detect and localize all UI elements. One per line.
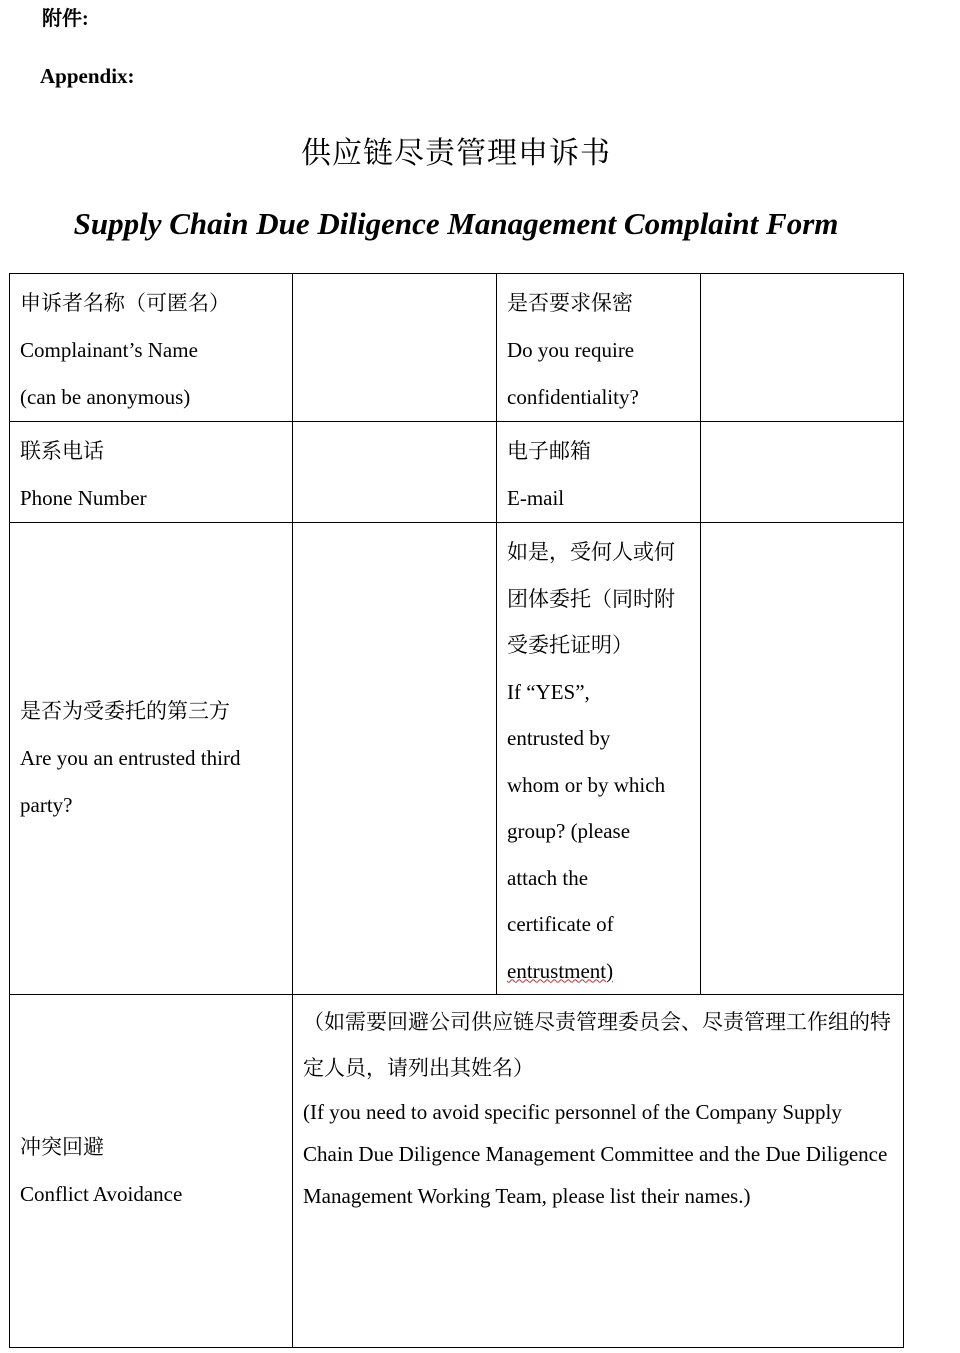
phone-label-cn: 联系电话 [20, 439, 104, 463]
third-party-input-cell[interactable] [293, 523, 497, 995]
third-party-label-en: Are you an entrusted third [20, 746, 241, 770]
name-input-cell[interactable] [293, 274, 497, 422]
conflict-label-cell [10, 995, 293, 1348]
email-label-en: E-mail [507, 486, 565, 510]
name-label-cell [10, 274, 293, 422]
entrusted-line: whom or by which [507, 772, 666, 797]
name-value[interactable] [293, 274, 496, 280]
entrusted-line: attach the [507, 865, 589, 890]
entrusted-line: 团体委托（同时附 [507, 586, 675, 611]
email-label-cn: 电子邮箱 [507, 439, 591, 463]
entrusted-line: 受委托证明） [507, 633, 633, 657]
entrusted-by-value[interactable] [701, 523, 903, 529]
conflict-input-cell[interactable] [293, 995, 904, 1348]
name-label-en: Complainant’s Name [20, 338, 198, 362]
confidential-label-en: Do you require [507, 338, 635, 362]
phone-label-en: Phone Number [20, 486, 147, 510]
third-party-value[interactable] [293, 523, 496, 529]
confidential-label-cell [497, 274, 701, 422]
email-input-cell[interactable] [701, 422, 904, 523]
page-title-en: Supply Chain Due Diligence Management Complaint Form [73, 206, 839, 241]
attachment-label-cn: 附件: [42, 8, 89, 30]
conflict-label-en: Conflict Avoidance [20, 1182, 183, 1206]
phone-label-cell [10, 422, 293, 523]
name-label-en-note: (can be anonymous) [20, 385, 191, 409]
name-label-cn: 申诉者名称（可匿名） [20, 291, 230, 315]
entrusted-line: If “YES”, [507, 679, 590, 704]
entrusted-line: entrusted by [507, 726, 611, 750]
confidential-label-cn: 是否要求保密 [507, 291, 633, 315]
confidential-label-en-2: confidentiality? [507, 385, 639, 409]
entrusted-line: 如是，受何人或何 [507, 540, 675, 564]
third-party-label-cell [10, 523, 293, 995]
entrusted-by-label-cell [497, 523, 701, 995]
conflict-note-cn: （如需要回避公司供应链尽责管理委员会、尽责管理工作组的特定人员，请列出其姓名） [303, 1010, 891, 1080]
third-party-label-cn: 是否为受委托的第三方 [20, 699, 230, 723]
page-title-cn: 供应链尽责管理申诉书 [301, 137, 611, 170]
email-value[interactable] [701, 422, 903, 428]
entrusted-line: group? (please [507, 819, 631, 843]
confidential-value[interactable] [701, 274, 903, 280]
phone-input-cell[interactable] [293, 422, 497, 523]
entrusted-line: entrustment) [507, 958, 614, 983]
entrusted-line: certificate of [507, 912, 614, 936]
email-label-cell [497, 422, 701, 523]
third-party-label-en-2: party? [20, 793, 73, 817]
confidential-input-cell[interactable] [701, 274, 904, 422]
attachment-label-en: Appendix: [40, 64, 135, 88]
entrusted-by-input-cell[interactable] [701, 523, 904, 995]
complaint-form-table [9, 273, 904, 1348]
phone-value[interactable] [293, 422, 496, 428]
conflict-note-en: (If you need to avoid specific personnel of the Company Supply Chain Due Diligence Management Committee and the Due Diligence Management Working Team, please list their names.) [303, 1100, 888, 1208]
conflict-label-cn: 冲突回避 [20, 1135, 104, 1159]
